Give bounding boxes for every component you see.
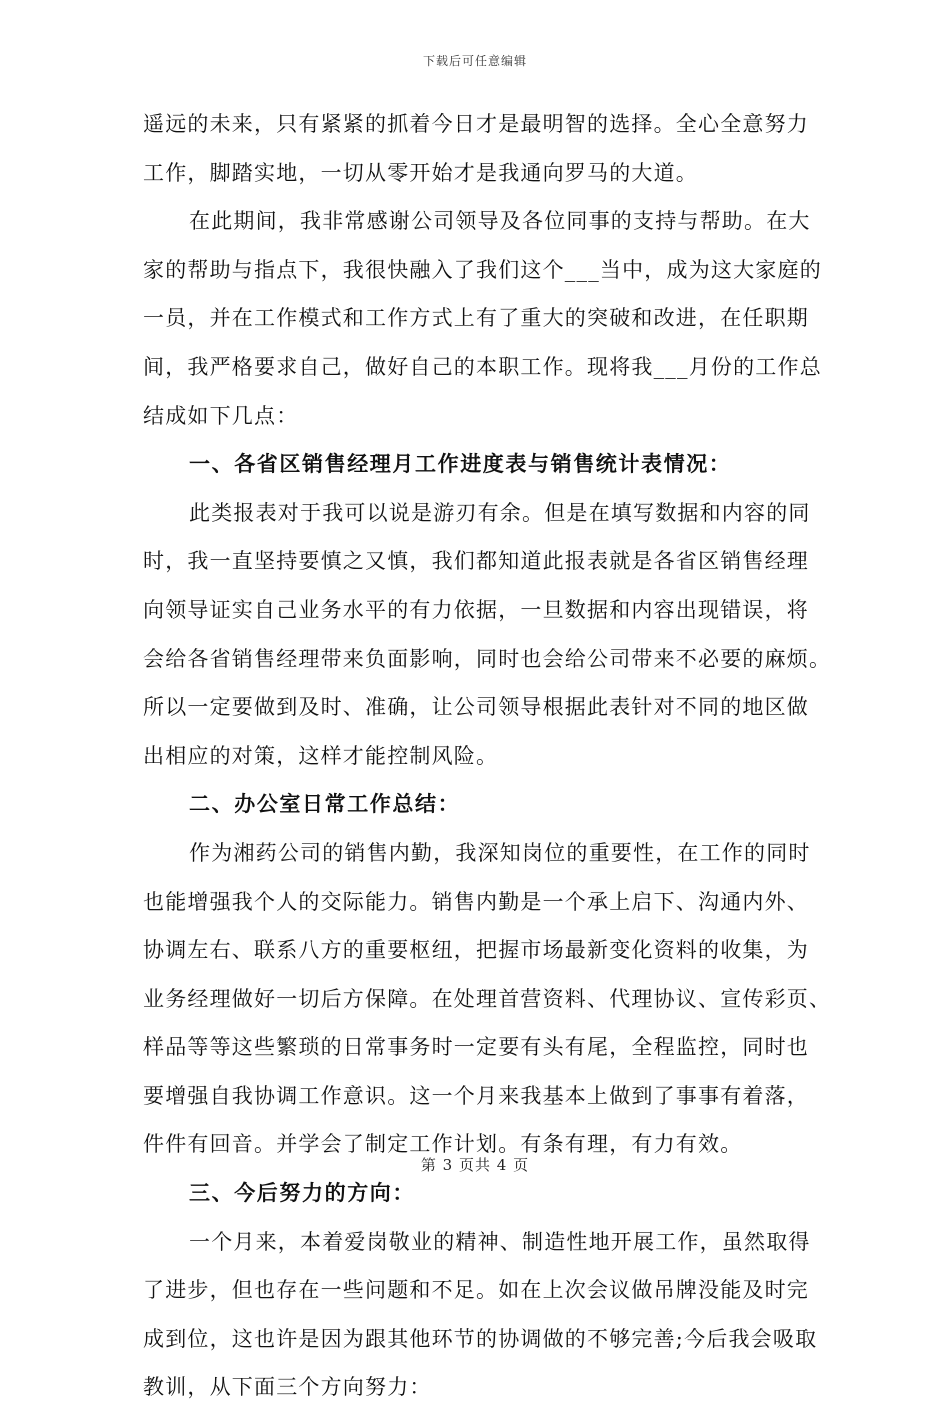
paragraph-line: 会给各省销售经理带来负面影响，同时也会给公司带来不必要的麻烦。 — [143, 646, 832, 671]
paragraph-line: 工作，脚踏实地，一切从零开始才是我通向罗马的大道。 — [143, 160, 698, 185]
paragraph-line: 教训，从下面三个方向努力： — [143, 1375, 432, 1400]
paragraph-line: 也能增强我个人的交际能力。销售内勤是一个承上启下、沟通内外、 — [143, 889, 809, 914]
paragraph-line: 在此期间，我非常感谢公司领导及各位同事的支持与帮助。在大 — [189, 209, 811, 234]
paragraph-line: 结成如下几点： — [143, 403, 299, 428]
paragraph-line: 家的帮助与指点下，我很快融入了我们这个___当中，成为这大家庭的 — [143, 257, 822, 282]
document-body — [143, 100, 832, 1412]
paragraph-line: 件件有回音。并学会了制定工作计划。有条有理，有力有效。 — [143, 1132, 743, 1157]
page-header: 下载后可任意编辑 — [422, 54, 527, 68]
paragraph-line: 间，我严格要求自己，做好自己的本职工作。现将我___月份的工作总 — [143, 354, 822, 379]
paragraph-line: 要增强自我协调工作意识。这一个月来我基本上做到了事事有着落， — [143, 1083, 809, 1108]
paragraph-line: 时，我一直坚持要慎之又慎，我们都知道此报表就是各省区销售经理 — [143, 549, 809, 574]
page-number-footer: 第 3 页共 4 页 — [420, 1156, 530, 1174]
paragraph-line: 样品等等这些繁琐的日常事务时一定要有头有尾，全程监控，同时也 — [143, 1035, 809, 1060]
paragraph-line: 向领导证实自己业务水平的有力依据，一旦数据和内容出现错误，将 — [143, 597, 809, 622]
paragraph-line: 作为湘药公司的销售内勤，我深知岗位的重要性，在工作的同时 — [189, 840, 811, 865]
paragraph-line: 遥远的未来，只有紧紧的抓着今日才是最明智的选择。全心全意努力 — [143, 112, 809, 136]
paragraph-line: 此类报表对于我可以说是游刃有余。但是在填写数据和内容的同 — [189, 500, 811, 525]
section-heading-2: 二、办公室日常工作总结： — [189, 792, 461, 817]
paragraph-line: 协调左右、联系八方的重要枢纽，把握市场最新变化资料的收集，为 — [143, 938, 809, 963]
section-heading-3: 三、今后努力的方向： — [189, 1181, 415, 1206]
paragraph-line: 一个月来，本着爱岗敬业的精神、制造性地开展工作，虽然取得 — [189, 1229, 811, 1254]
paragraph-line: 一员，并在工作模式和工作方式上有了重大的突破和改进，在任职期 — [143, 306, 809, 331]
paragraph-line: 出相应的对策，这样才能控制风险。 — [143, 743, 499, 768]
paragraph-line: 成到位，这也许是因为跟其他环节的协调做的不够完善;今后我会吸取 — [143, 1326, 818, 1351]
paragraph-line: 所以一定要做到及时、准确，让公司领导根据此表针对不同的地区做 — [143, 695, 809, 720]
paragraph-line: 业务经理做好一切后方保障。在处理首营资料、代理协议、宣传彩页、 — [143, 986, 832, 1011]
section-heading-1: 一、各省区销售经理月工作进度表与销售统计表情况： — [189, 452, 732, 477]
paragraph-line: 了进步，但也存在一些问题和不足。如在上次会议做吊牌没能及时完 — [143, 1278, 809, 1303]
